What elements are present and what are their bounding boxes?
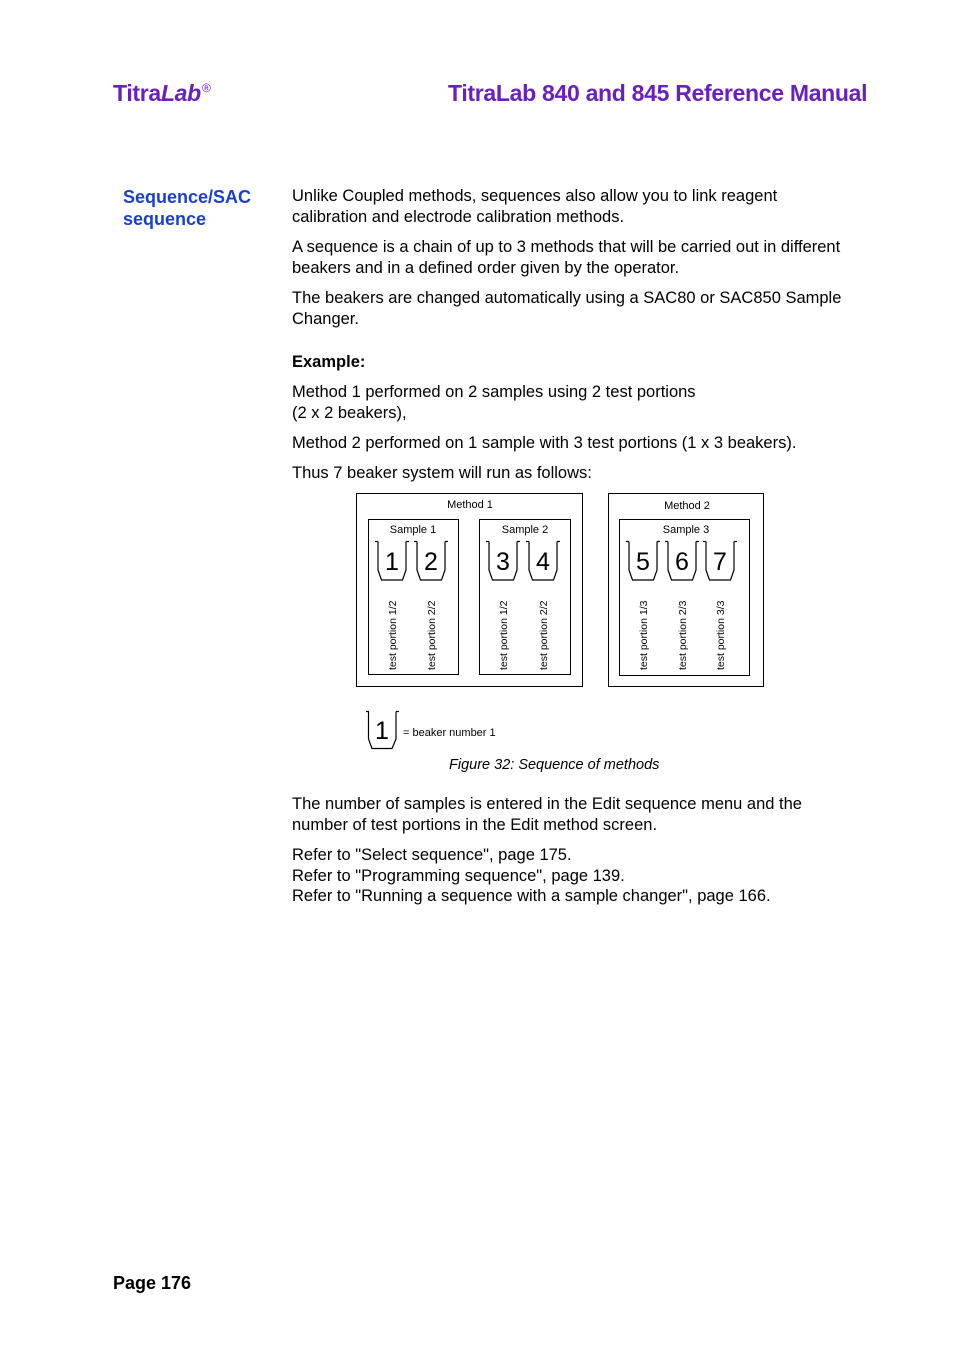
sample3-label: Sample 3 (662, 524, 710, 536)
beaker-1-number: 1 (385, 548, 399, 576)
legend-text: = beaker number 1 (403, 727, 496, 739)
brand-prefix: Titra (113, 80, 161, 106)
paragraph-samples-entry: The number of samples is entered in the Edit sequence menu and the number of test portions in the Edit method screen. (292, 795, 802, 834)
method2-label: Method 2 (664, 500, 710, 512)
legend-beaker-number: 1 (375, 717, 389, 745)
test-portion-label-4: test portion 2/2 (538, 600, 550, 670)
link-running-sequence[interactable]: Refer to "Running a sequence with a sample changer", page 166 (292, 887, 767, 905)
example-method1-line2: (2 x 2 beakers), (292, 404, 407, 422)
section-title: Sequence/SAC sequence (123, 187, 252, 229)
beaker-7-number: 7 (713, 548, 727, 576)
page-number: Page 176 (113, 1273, 192, 1293)
link-select-sequence[interactable]: Refer to "Select sequence", page 175 (292, 846, 567, 864)
beakers-group (375, 542, 737, 581)
beaker-4-number: 4 (536, 548, 550, 576)
test-portion-label-3: test portion 1/2 (498, 600, 510, 670)
example-summary: Thus 7 beaker system will run as follows: (292, 464, 592, 482)
references: Refer to "Select sequence", page 175. Refer to "Programming sequence", page 139. Refer to "Running a sequence with a sample changer", page 166. (292, 846, 771, 905)
test-portion-label-1: test portion 1/2 (387, 600, 399, 670)
example-label: Example: (292, 353, 366, 371)
registered-mark: ® (201, 81, 211, 95)
manual-title: TitraLab 840 and 845 Reference Manual (448, 80, 868, 106)
link-programming-sequence[interactable]: Refer to "Programming sequence", page 139 (292, 866, 621, 885)
beaker-5-number: 5 (636, 548, 650, 576)
figure-caption: Figure 32: Sequence of methods (449, 757, 660, 773)
example-method2: Method 2 performed on 1 sample with 3 test portions (1 x 3 beakers). (292, 434, 797, 452)
brand-lab: Lab (160, 80, 201, 106)
beaker-2-number: 2 (424, 548, 438, 576)
method1-label: Method 1 (447, 499, 493, 511)
test-portion-label-6: test portion 2/3 (677, 600, 689, 670)
test-portion-label-2: test portion 2/2 (426, 600, 438, 670)
after-figure-body (292, 794, 852, 916)
test-portion-label-5: test portion 1/3 (638, 600, 650, 670)
test-portion-label-7: test portion 3/3 (715, 600, 727, 670)
paragraph-beakers: The beakers are changed automatically using a SAC80 or SAC850 Sample Changer. (292, 289, 842, 328)
sample1-label: Sample 1 (389, 524, 437, 536)
beaker-3-number: 3 (496, 548, 510, 576)
beaker-6-number: 6 (675, 548, 689, 576)
paragraph-intro: Unlike Coupled methods, sequences also allow you to link reagent calibration and electrode calibration methods. (292, 187, 778, 226)
example-method1-line1: Method 1 performed on 2 samples using 2 test portions (292, 383, 696, 401)
paragraph-sequence: A sequence is a chain of up to 3 methods that will be carried out in different beakers and in a defined order given by the operator. (292, 238, 841, 277)
portions-group (387, 600, 727, 670)
sample2-label: Sample 2 (501, 524, 549, 536)
